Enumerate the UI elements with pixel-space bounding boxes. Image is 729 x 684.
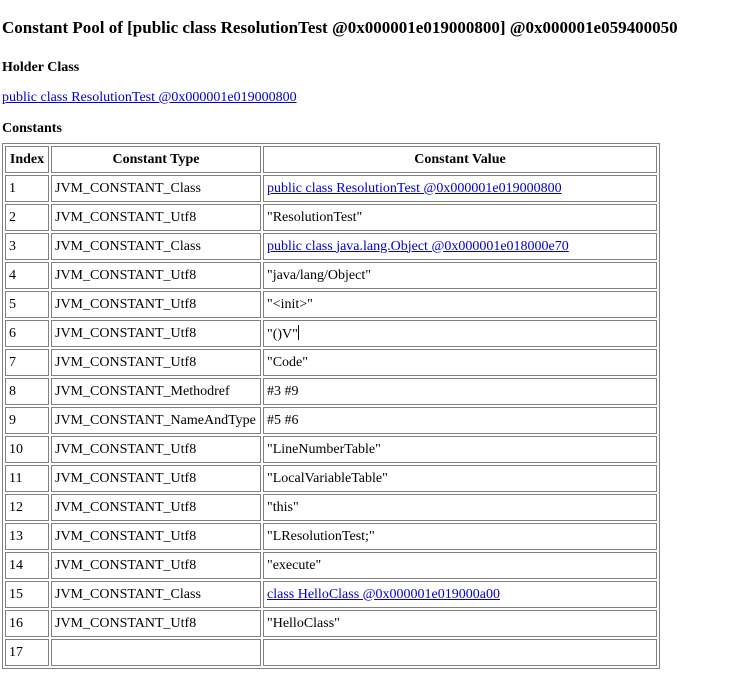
table-row [5, 494, 657, 521]
row-constant-value [263, 175, 657, 202]
table-row [5, 436, 657, 463]
table-row [5, 639, 657, 666]
constant-value-text: "ResolutionTest" [267, 209, 363, 225]
row-constant-value [263, 639, 657, 666]
row-constant-value [263, 233, 657, 260]
row-constant-type: JVM_CONSTANT_Utf8 [51, 465, 261, 492]
row-index: 1 [5, 175, 49, 202]
table-row [5, 378, 657, 405]
constant-value-text: "LocalVariableTable" [267, 470, 388, 486]
row-constant-value [263, 436, 657, 463]
constants-heading: Constants [2, 121, 62, 136]
row-index: 11 [5, 465, 49, 492]
constant-value-link[interactable]: public class java.lang.Object @0x000001e018000e70 [267, 238, 569, 254]
page-title: Constant Pool of [public class ResolutionTest @0x000001e019000800] @0x000001e059400050 [2, 18, 678, 37]
row-constant-type: JVM_CONSTANT_Class [51, 233, 261, 260]
row-constant-value [263, 291, 657, 318]
constant-value-text: "java/lang/Object" [267, 267, 371, 283]
row-constant-type: JVM_CONSTANT_Utf8 [51, 349, 261, 376]
row-constant-type: JVM_CONSTANT_Utf8 [51, 523, 261, 550]
row-constant-type: JVM_CONSTANT_Class [51, 581, 261, 608]
table-row [5, 349, 657, 376]
row-constant-value [263, 581, 657, 608]
table-row [5, 523, 657, 550]
row-constant-type: JVM_CONSTANT_Utf8 [51, 436, 261, 463]
row-constant-type: JVM_CONSTANT_Methodref [51, 378, 261, 405]
row-index: 5 [5, 291, 49, 318]
table-header-row [5, 146, 657, 173]
table-row [5, 175, 657, 202]
row-constant-type: JVM_CONSTANT_NameAndType [51, 407, 261, 434]
constant-value-link[interactable]: class HelloClass @0x000001e019000a00 [267, 586, 500, 602]
row-constant-type [51, 639, 261, 666]
row-index: 10 [5, 436, 49, 463]
holder-class-link[interactable]: public class ResolutionTest @0x000001e019000800 [2, 90, 297, 105]
row-index: 6 [5, 320, 49, 347]
row-constant-value [263, 494, 657, 521]
table-row [5, 204, 657, 231]
table-row [5, 552, 657, 579]
table-row [5, 581, 657, 608]
constant-value-text: "HelloClass" [267, 615, 340, 631]
constant-value-link[interactable]: public class ResolutionTest @0x000001e019000800 [267, 180, 562, 196]
row-constant-type: JVM_CONSTANT_Utf8 [51, 552, 261, 579]
row-constant-value [263, 465, 657, 492]
row-index: 12 [5, 494, 49, 521]
row-index: 2 [5, 204, 49, 231]
row-index: 4 [5, 262, 49, 289]
row-index: 13 [5, 523, 49, 550]
constants-table [2, 143, 660, 669]
row-constant-value [263, 262, 657, 289]
row-index: 15 [5, 581, 49, 608]
row-constant-value [263, 204, 657, 231]
table-row [5, 465, 657, 492]
row-index: 14 [5, 552, 49, 579]
row-constant-type: JVM_CONSTANT_Utf8 [51, 291, 261, 318]
constant-value-text: "this" [267, 499, 299, 515]
table-row [5, 262, 657, 289]
row-constant-type: JVM_CONSTANT_Utf8 [51, 494, 261, 521]
constant-value-text: "execute" [267, 557, 322, 573]
row-constant-value [263, 320, 657, 347]
constant-value-text: "LResolutionTest;" [267, 528, 375, 544]
header-constant-type: Constant Type [51, 146, 261, 173]
row-index: 16 [5, 610, 49, 637]
row-constant-type: JVM_CONSTANT_Utf8 [51, 204, 261, 231]
table-row [5, 291, 657, 318]
holder-class-container [2, 90, 729, 106]
row-index: 9 [5, 407, 49, 434]
row-constant-type: JVM_CONSTANT_Utf8 [51, 262, 261, 289]
row-constant-value [263, 349, 657, 376]
row-constant-type: JVM_CONSTANT_Utf8 [51, 610, 261, 637]
constant-value-text: #5 #6 [267, 412, 299, 428]
row-index: 17 [5, 639, 49, 666]
table-body [5, 175, 657, 666]
table-row [5, 610, 657, 637]
constant-value-text: "()V" [267, 326, 298, 342]
header-constant-value: Constant Value [263, 146, 657, 173]
row-index: 7 [5, 349, 49, 376]
table-row [5, 320, 657, 347]
header-index: Index [5, 146, 49, 173]
constant-value-text: "<init>" [267, 296, 313, 312]
constant-value-text: "LineNumberTable" [267, 441, 381, 457]
table-row [5, 233, 657, 260]
row-constant-value [263, 552, 657, 579]
row-constant-value [263, 523, 657, 550]
holder-class-heading: Holder Class [2, 60, 80, 75]
row-constant-value [263, 407, 657, 434]
row-constant-value [263, 378, 657, 405]
row-constant-type: JVM_CONSTANT_Class [51, 175, 261, 202]
row-constant-type: JVM_CONSTANT_Utf8 [51, 320, 261, 347]
row-index: 8 [5, 378, 49, 405]
constant-value-text: "Code" [267, 354, 308, 370]
row-index: 3 [5, 233, 49, 260]
text-cursor [298, 325, 299, 340]
row-constant-value [263, 610, 657, 637]
table-row [5, 407, 657, 434]
constant-value-text: #3 #9 [267, 383, 299, 399]
